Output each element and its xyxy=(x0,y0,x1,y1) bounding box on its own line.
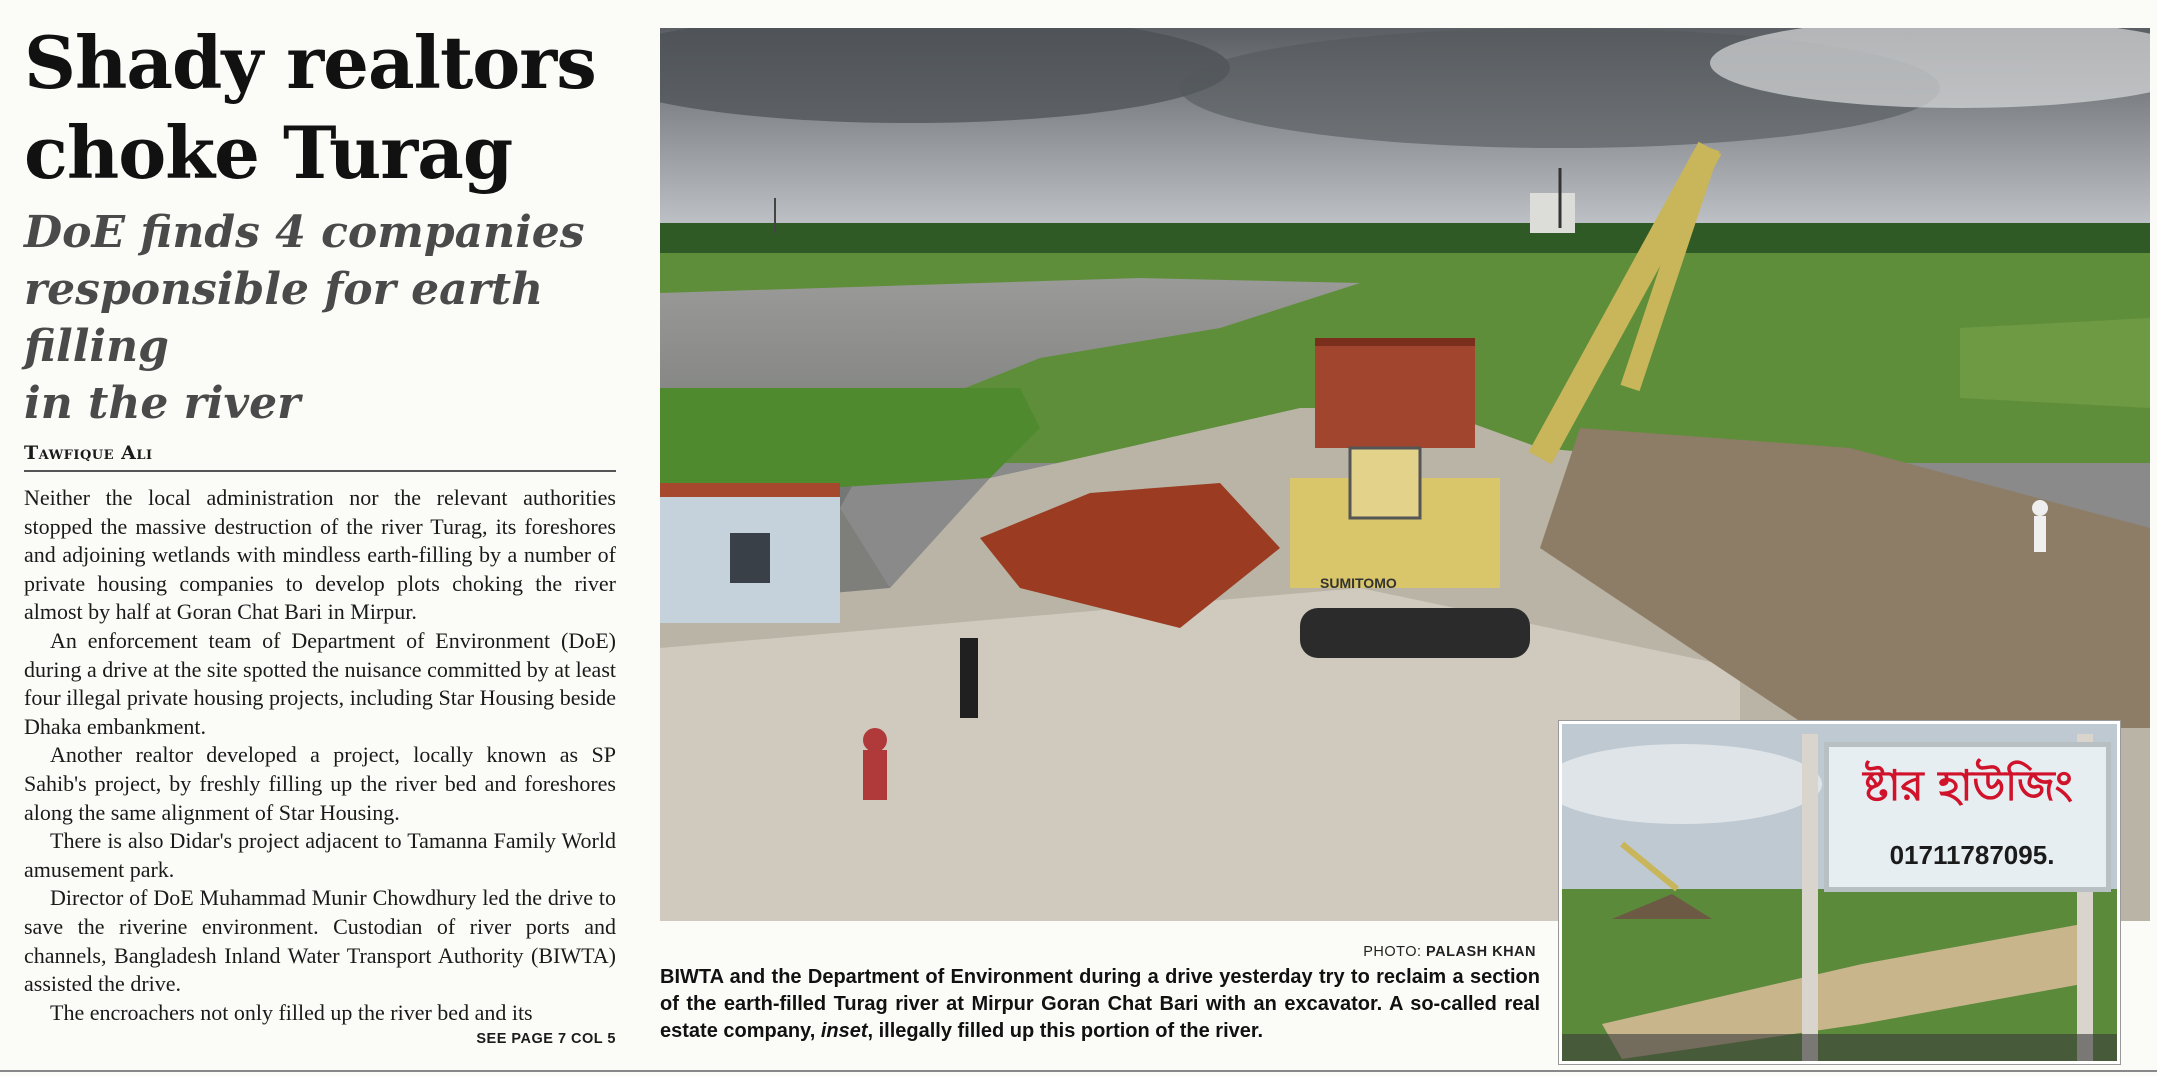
photo-credit-label: PHOTO: xyxy=(1363,944,1422,960)
caption-italic: inset xyxy=(820,1020,868,1042)
star-housing-signboard xyxy=(1824,742,2111,892)
photo-credit xyxy=(1340,944,1536,960)
body-paragraph: Another realtor developed a project, locally known as SP Sahib's project, by freshly filling up the river bed and foreshores along the same alignment of Star Housing. xyxy=(24,742,616,825)
subhead-line-3: in the river xyxy=(24,378,301,429)
subhead-line-2: responsible for earth filling xyxy=(24,264,544,372)
sign-phone-number: 01711787095. xyxy=(1889,840,2055,870)
body-paragraph: An enforcement team of Department of Environment (DoE) during a drive at the site spotted the nuisance committed by at least four illegal private housing projects, including Star Housing beside Dhaka embankment. xyxy=(24,627,616,739)
inset-photo xyxy=(1559,721,2120,1064)
headline-line-1: Shady realtors xyxy=(24,20,596,105)
body-paragraph: The encroachers not only filled up the river bed and its xyxy=(50,999,533,1025)
photo-caption xyxy=(660,964,1540,1045)
excavator-label: SUMITOMO xyxy=(1320,575,1397,591)
continuation-link[interactable]: SEE PAGE 7 COL 5 xyxy=(476,1031,616,1048)
body-paragraph: Director of DoE Muhammad Munir Chowdhury led the drive to save the riverine environment. Custodian of river ports and channels, Bangladesh Inland Water Transport Authority (BIWTA) assisted the drive. xyxy=(24,885,616,997)
page-bottom-rule xyxy=(0,1070,2157,1072)
body-paragraph: There is also Didar's project adjacent to Tamanna Family World amusement park. xyxy=(24,828,616,882)
article-column xyxy=(24,18,616,1047)
headline xyxy=(24,18,616,198)
body-paragraph: Neither the local administration nor the relevant authorities stopped the massive destruction of the river Turag, its foreshores and adjoining wetlands with mindless earth-filling by a number of private housing companies to develop plots choking the river almost by half at Goran Chat Bari in Mirpur. xyxy=(24,485,616,625)
byline: Tawfique Ali xyxy=(24,442,616,472)
headline-line-2: choke Turag xyxy=(24,110,513,195)
caption-text-end: , illegally filled up this portion of the river. xyxy=(867,1020,1264,1042)
sign-bengali-text: ষ্টার হাউজিং xyxy=(1863,761,2073,810)
photographer-name: PALASH KHAN xyxy=(1426,944,1536,960)
subhead-line-1: DoE finds 4 companies xyxy=(24,207,585,258)
subheadline xyxy=(24,204,616,432)
caption-text: BIWTA and the Department of Environment during a drive yesterday try to reclaim a section of the earth-filled Turag river at Mirpur Goran Chat Bari with an excavator. A so-called real estate company, xyxy=(660,966,1540,1042)
article-body xyxy=(24,484,616,1027)
